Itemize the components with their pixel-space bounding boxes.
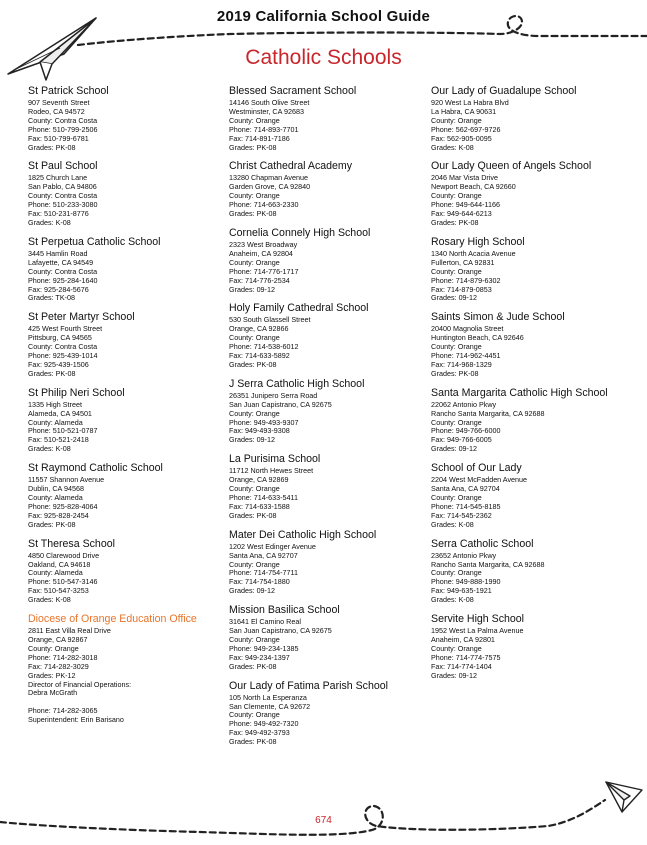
detail-line: County: Orange	[229, 710, 280, 720]
detail-line: San Juan Capistrano, CA 92675	[229, 626, 332, 636]
detail-line: San Pablo, CA 94806	[28, 182, 97, 192]
school-name: Mission Basilica School	[229, 604, 340, 617]
detail-line: Grades: K-08	[431, 142, 474, 152]
detail-line: 2323 West Broadway	[229, 239, 298, 249]
detail-line: Santa Ana, CA 92707	[229, 550, 298, 560]
detail-line: Phone: 714-663-2330	[229, 200, 299, 210]
detail-line: 920 West La Habra Blvd	[431, 98, 509, 107]
school-entry	[229, 453, 424, 520]
detail-line: Phone: 714-879-6302	[431, 275, 501, 285]
detail-line: Fax: 510-231-8776	[28, 209, 89, 219]
detail-line: County: Orange	[28, 643, 79, 653]
detail-line: Fax: 714-879-0853	[431, 284, 492, 294]
school-entry	[28, 236, 223, 303]
detail-line: Fax: 714-545-2362	[431, 510, 492, 520]
detail-line: Fax: 949-766-6005	[431, 435, 492, 445]
detail-line: County: Orange	[431, 115, 482, 125]
school-name: St Theresa School	[28, 537, 115, 550]
column-1	[28, 85, 223, 733]
school-entry	[28, 160, 223, 227]
school-entry	[229, 302, 424, 369]
detail-line: County: Orange	[229, 634, 280, 644]
detail-line: County: Orange	[229, 257, 280, 267]
detail-line: Phone: 562-697-9726	[431, 124, 501, 134]
detail-line: Dublin, CA 94568	[28, 484, 84, 494]
detail-line: County: Contra Costa	[28, 266, 98, 276]
school-entry	[431, 387, 641, 454]
school-name: St Patrick School	[28, 85, 109, 97]
school-name: Servite High School	[431, 613, 525, 626]
school-name: St Perpetua Catholic School	[28, 235, 161, 248]
school-name: Christ Cathedral Academy	[229, 160, 353, 173]
school-name: La Purisima School	[229, 453, 321, 466]
school-name: St Paul School	[28, 160, 98, 173]
detail-line: 11557 Shannon Avenue	[28, 475, 105, 485]
detail-line: County: Contra Costa	[28, 342, 98, 352]
detail-line: 907 Seventh Street	[28, 98, 90, 107]
detail-line: 31641 El Camino Real	[229, 617, 301, 627]
column-3	[431, 85, 641, 689]
detail-line: Fax: 714-633-1588	[229, 501, 290, 511]
detail-line: Phone: 925-828-4064	[28, 501, 98, 511]
school-entry	[431, 85, 641, 152]
detail-line: Grades: PK-08	[431, 368, 479, 378]
detail-line: County: Orange	[229, 333, 280, 343]
school-entry	[431, 236, 641, 303]
detail-line: Phone: 714-282-3018	[28, 652, 98, 662]
detail-line: 22062 Antonio Pkwy	[431, 399, 497, 409]
detail-line: San Clemente, CA 92672	[229, 701, 311, 711]
detail-line: Huntington Beach, CA 92646	[431, 333, 524, 343]
detail-line: County: Orange	[431, 191, 482, 201]
school-name: St Peter Martyr School	[28, 311, 135, 324]
school-name: St Philip Neri School	[28, 386, 125, 399]
detail-line: Westminster, CA 92683	[229, 106, 304, 116]
detail-line: County: Orange	[431, 643, 482, 653]
school-name: Our Lady of Fatima Parish School	[229, 679, 388, 692]
school-entry	[28, 462, 223, 529]
detail-line: 1952 West La Palma Avenue	[431, 626, 524, 636]
detail-line: Grades: K-08	[431, 595, 474, 605]
detail-line: Rodeo, CA 94572	[28, 106, 85, 116]
detail-line: Grades: TK-08	[28, 293, 76, 303]
detail-line: Phone: 714-893-7701	[229, 124, 299, 134]
detail-line: Grades: PK-08	[229, 209, 277, 219]
detail-line: County: Orange	[229, 115, 280, 125]
detail-line: Oakland, CA 94618	[28, 559, 91, 569]
detail-line: Fax: 949-644-6213	[431, 209, 492, 219]
detail-line: Phone: 714-962-4451	[431, 351, 501, 361]
detail-line: Rancho Santa Margarita, CA 92688	[431, 408, 545, 418]
detail-line: 14146 South Olive Street	[229, 98, 310, 107]
detail-line: Phone: 714-774-7575	[431, 652, 501, 662]
detail-line: 1202 West Edinger Avenue	[229, 541, 316, 551]
school-entry	[431, 160, 641, 227]
school-entry	[229, 378, 424, 445]
school-entry	[229, 529, 424, 596]
detail-line: Phone: 925-439-1014	[28, 351, 98, 361]
detail-line: Phone: 714-633-5411	[229, 493, 299, 502]
detail-line: 4850 Clarewood Drive	[28, 550, 100, 560]
detail-line: County: Orange	[229, 484, 280, 494]
detail-line: Lafayette, CA 94549	[28, 257, 94, 267]
school-name: Santa Margarita Catholic High School	[431, 386, 608, 399]
detail-line: 13280 Chapman Avenue	[229, 173, 308, 183]
school-entry	[28, 613, 223, 725]
school-entry	[431, 311, 641, 378]
detail-line: Phone: 949-888-1990	[431, 577, 501, 587]
detail-line: County: Orange	[431, 342, 482, 352]
detail-line: Grades: 09-12	[229, 586, 275, 596]
school-entry	[28, 387, 223, 454]
detail-line: Phone: 714-282-3065	[28, 706, 98, 716]
detail-line: Grades: PK-08	[431, 217, 479, 227]
school-entry	[229, 227, 424, 294]
detail-line: County: Alameda	[28, 568, 83, 578]
detail-line: Anaheim, CA 92801	[431, 634, 495, 644]
school-name: Rosary High School	[431, 235, 525, 248]
detail-line: Fax: 510-521-2418	[28, 435, 89, 445]
detail-line: 11712 North Hewes Street	[229, 466, 314, 476]
detail-line: Phone: 510-521-0787	[28, 426, 98, 436]
detail-line: Fax: 714-776-2534	[229, 275, 290, 285]
school-entry	[229, 680, 424, 747]
detail-line: Phone: 949-493-9307	[229, 417, 299, 427]
detail-line: Fax: 714-633-5892	[229, 351, 290, 361]
school-entry	[229, 85, 424, 152]
detail-line: 23652 Antonio Pkwy	[431, 550, 497, 560]
detail-line: Phone: 714-754-7711	[229, 568, 299, 578]
detail-line: Fax: 714-968-1329	[431, 359, 492, 369]
school-name: Diocese of Orange Education Office	[28, 613, 197, 626]
detail-line: Anaheim, CA 92804	[229, 248, 293, 258]
school-name: Our Lady Queen of Angels School	[431, 160, 592, 173]
school-name: Our Lady of Guadalupe School	[431, 85, 577, 97]
detail-line: Phone: 925-284-1640	[28, 275, 98, 285]
detail-line: County: Orange	[431, 568, 482, 578]
detail-line: 2811 East Villa Real Drive	[28, 626, 111, 636]
detail-line: Phone: 714-776-1717	[229, 266, 299, 276]
detail-line: Fax: 510-799-6781	[28, 133, 89, 143]
detail-line: Grades: 09-12	[229, 435, 275, 445]
school-name: Mater Dei Catholic High School	[229, 528, 377, 541]
school-entry	[431, 538, 641, 605]
detail-line: Fax: 714-774-1404	[431, 661, 492, 671]
detail-line: County: Contra Costa	[28, 191, 98, 201]
detail-line: Phone: 510-799-2506	[28, 124, 98, 134]
detail-line: Phone: 714-538-6012	[229, 342, 299, 352]
detail-line: 1825 Church Lane	[28, 173, 88, 183]
paper-plane-icon	[606, 782, 642, 812]
detail-line: County: Contra Costa	[28, 115, 98, 125]
detail-line: Grades: PK-08	[28, 519, 76, 529]
school-entry	[431, 613, 641, 680]
school-entry	[28, 85, 223, 152]
school-name: Serra Catholic School	[431, 537, 534, 550]
detail-line: Fax: 714-754-1880	[229, 577, 290, 587]
detail-line: County: Orange	[229, 191, 280, 201]
school-name: Holy Family Cathedral School	[229, 302, 369, 315]
detail-line: Fax: 510-547-3253	[28, 586, 89, 596]
detail-line: Grades: 09-12	[229, 284, 275, 294]
detail-line: Fax: 562-905-0095	[431, 133, 492, 143]
detail-line: 26351 Junipero Serra Road	[229, 390, 318, 400]
school-name: Blessed Sacrament School	[229, 85, 357, 97]
detail-line: Grades: PK-08	[28, 368, 76, 378]
detail-line: County: Alameda	[28, 493, 83, 502]
school-name: Saints Simon & Jude School	[431, 311, 565, 324]
school-entry	[229, 604, 424, 671]
detail-line: Grades: PK-08	[229, 661, 277, 671]
detail-line: 105 North La Esperanza	[229, 692, 307, 702]
school-entry	[229, 160, 424, 219]
detail-line: Fax: 925-284-5676	[28, 284, 89, 294]
detail-line: 1335 High Street	[28, 399, 82, 409]
detail-line: Grades: K-08	[28, 595, 71, 605]
detail-line: Grades: PK-08	[229, 359, 277, 369]
school-entry	[28, 311, 223, 378]
column-2	[229, 85, 424, 755]
detail-line: Grades: K-08	[28, 217, 71, 227]
detail-line: Alameda, CA 94501	[28, 408, 92, 418]
detail-line: Superintendent: Erin Barisano	[28, 715, 124, 725]
detail-line: Grades: PK-08	[28, 142, 76, 152]
detail-line: Phone: 949-766-6000	[431, 426, 501, 436]
detail-line: County: Alameda	[28, 417, 83, 427]
school-name: Cornelia Connely High School	[229, 226, 371, 239]
detail-line: Pittsburg, CA 94565	[28, 333, 92, 343]
detail-line: Phone: 949-492-7320	[229, 719, 299, 729]
detail-line: Fax: 714-891-7186	[229, 133, 290, 143]
detail-line: County: Orange	[431, 417, 482, 427]
detail-line: 2204 West McFadden Avenue	[431, 475, 528, 485]
detail-line: Grades: K-08	[28, 444, 71, 454]
school-name: School of Our Lady	[431, 462, 522, 475]
detail-line: Newport Beach, CA 92660	[431, 182, 516, 192]
detail-line: Grades: 09-12	[431, 293, 477, 303]
detail-line: Grades: K-08	[431, 519, 474, 529]
school-entry	[431, 462, 641, 529]
detail-line: Orange, CA 92867	[28, 634, 88, 644]
detail-line: Debra McGrath	[28, 688, 78, 698]
detail-line: County: Orange	[229, 559, 280, 569]
detail-line: La Habra, CA 90631	[431, 106, 497, 116]
detail-line: Phone: 949-234-1385	[229, 643, 299, 653]
detail-line: Fax: 949-493-9308	[229, 426, 290, 436]
detail-line: 1340 North Acacia Avenue	[431, 248, 516, 258]
detail-line: 2046 Mar Vista Drive	[431, 173, 498, 183]
school-entry	[28, 538, 223, 605]
detail-line: Grades: 09-12	[431, 444, 477, 454]
detail-line: County: Orange	[229, 408, 280, 418]
detail-line: Garden Grove, CA 92840	[229, 182, 311, 192]
detail-line: Orange, CA 92869	[229, 475, 289, 485]
detail-line: Fax: 925-439-1506	[28, 359, 89, 369]
detail-line: Phone: 949-644-1166	[431, 200, 501, 210]
detail-line: County: Orange	[431, 266, 482, 276]
detail-line: Fax: 949-635-1921	[431, 586, 492, 596]
detail-line: Fax: 714-282-3029	[28, 661, 89, 671]
guide-title: 2019 California School Guide	[216, 8, 431, 25]
detail-line: Phone: 510-233-3080	[28, 200, 98, 210]
detail-line: 3445 Hamlin Road	[28, 248, 88, 258]
detail-line: Director of Financial Operations:	[28, 679, 132, 689]
detail-line: 530 South Glassell Street	[229, 315, 311, 325]
detail-line: Grades: PK-08	[229, 142, 277, 152]
detail-line: Fax: 949-234-1397	[229, 652, 290, 662]
detail-line: Santa Ana, CA 92704	[431, 484, 500, 494]
detail-line: Phone: 510-547-3146	[28, 577, 98, 587]
detail-line: Grades: PK-12	[28, 670, 76, 680]
page-number: 674	[315, 815, 332, 826]
school-name: J Serra Catholic High School	[229, 377, 365, 390]
detail-line: Grades: PK-08	[229, 737, 277, 747]
detail-line: Rancho Santa Margarita, CA 92688	[431, 559, 545, 569]
detail-line: Grades: PK-08	[229, 510, 277, 520]
section-title: Catholic Schools	[245, 46, 402, 69]
school-name: St Raymond Catholic School	[28, 462, 163, 475]
detail-line: 425 West Fourth Street	[28, 324, 103, 334]
detail-line: Fax: 949-492-3793	[229, 728, 290, 738]
detail-line: San Juan Capistrano, CA 92675	[229, 399, 332, 409]
detail-line: Orange, CA 92866	[229, 324, 289, 334]
detail-line: Fullerton, CA 92831	[431, 257, 495, 267]
detail-line: 20400 Magnolia Street	[431, 324, 504, 334]
detail-line: County: Orange	[431, 493, 482, 502]
detail-line: Phone: 714-545-8185	[431, 501, 501, 511]
detail-line: Grades: 09-12	[431, 670, 477, 680]
detail-line: Fax: 925-828-2454	[28, 510, 89, 520]
